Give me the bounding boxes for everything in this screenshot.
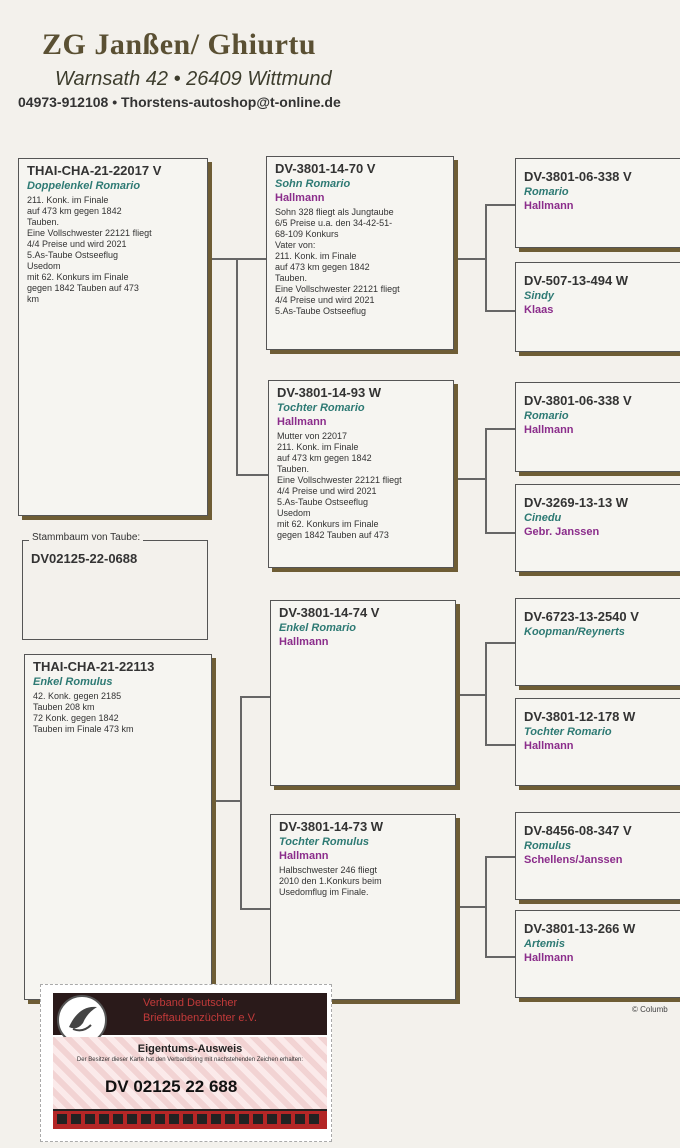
card-organization (143, 996, 257, 1026)
pedigree-box-fm (268, 380, 454, 568)
connector (236, 474, 268, 476)
pigeon-info: 211. Konk. im Finale auf 473 km gegen 1842 Tauben. Eine Vollschwester 22121 fliegt 4/4 Preise und wird 2021 5.As-Taube Ostseeflug Usedom mit 62. Konkurs im Finale gegen 1842 Tauben auf 473 km (27, 195, 152, 304)
ring-number: DV-3801-13-266 W (524, 921, 636, 936)
pedigree-box-g7 (515, 812, 680, 900)
pigeon-name: Enkel Romario (279, 622, 357, 634)
ring-number: DV-3801-14-73 W (279, 819, 384, 834)
ring-number: DV-6723-13-2540 V (524, 609, 639, 624)
ring-number: DV-3269-13-13 W (524, 495, 629, 510)
connector (485, 204, 515, 206)
connector (485, 956, 515, 958)
connector (236, 258, 268, 260)
connector (212, 800, 240, 802)
ring-number: DV-3801-14-70 V (275, 161, 376, 176)
pigeon-name: Romulus (524, 840, 572, 852)
copyright-note: © Columb (632, 1005, 668, 1014)
connector (240, 696, 242, 908)
connector (455, 258, 485, 260)
ring-number: DV-3801-06-338 V (524, 393, 632, 408)
card-strip-pattern (57, 1114, 323, 1124)
connector (485, 532, 515, 534)
connector (485, 642, 515, 644)
pedigree-box-g8 (515, 910, 680, 998)
connector (240, 696, 270, 698)
stammbaum-ring: DV02125-22-0688 (31, 551, 138, 566)
breeder-name: Hallmann (275, 192, 325, 204)
pigeon-name: Artemis (524, 938, 565, 950)
pigeon-name: Sohn Romario (275, 178, 351, 190)
pigeon-name: Sindy (524, 290, 554, 302)
breeder-name: Klaas (524, 304, 554, 316)
pedigree-box-mother (24, 654, 212, 1000)
pedigree-box-g2 (515, 262, 680, 352)
connector (485, 204, 487, 310)
pigeon-name: Romario (524, 186, 569, 198)
pedigree-box-g6 (515, 698, 680, 786)
card-text: Der Besitzer dieser Karte hat den Verbandsring mit nachstehenden Zeichen erhalten: (76, 1057, 304, 1063)
connector (485, 642, 487, 744)
pedigree-box-g4 (515, 484, 680, 572)
pigeon-name: Koopman/Reynerts (524, 626, 625, 638)
card-body (53, 1037, 327, 1129)
breeder-name: Schellens/Janssen (524, 854, 623, 866)
pigeon-name: Enkel Romulus (33, 676, 113, 688)
ring-number: THAI-CHA-21-22017 V (27, 163, 162, 178)
pigeon-name: Doppelenkel Romario (27, 180, 141, 192)
connector (485, 428, 487, 532)
connector (208, 258, 236, 260)
pigeon-name: Tochter Romario (277, 402, 365, 414)
ring-number: DV-3801-14-74 V (279, 605, 380, 620)
connector (455, 694, 485, 696)
breeder-name: Hallmann (279, 850, 329, 862)
breeder-contact: 04973-912108 • Thorstens-autoshop@t-online.de (18, 94, 341, 110)
pigeon-info: Sohn 328 fliegt als Jungtaube 6/5 Preise u.a. den 34-42-51- 68-109 Konkurs Vater von: 211. Konk. im Finale auf 473 km gegen 1842 Tauben. Eine Vollschwester 22121 fliegt 4/4 Preise und wird 2021 5.As-Taube Ostseeflug (275, 207, 400, 316)
stammbaum-label: Stammbaum von Taube: (29, 532, 143, 543)
breeder-title: ZG Janßen/ Ghiurtu (42, 28, 317, 61)
ring-number: DV-8456-08-347 V (524, 823, 632, 838)
breeder-name: Hallmann (277, 416, 327, 428)
pigeon-name: Tochter Romulus (279, 836, 370, 848)
pedigree-box-ff (266, 156, 454, 350)
pedigree-box-father (18, 158, 208, 516)
pigeon-name: Tochter Romario (524, 726, 612, 738)
card-header (53, 993, 327, 1035)
ownership-card (40, 984, 332, 1142)
card-org-line1: Verband Deutscher (143, 997, 238, 1009)
breeder-name: Hallmann (524, 952, 574, 964)
breeder-address: Warnsath 42 • 26409 Wittmund (55, 68, 332, 90)
ring-number: THAI-CHA-21-22113 (33, 659, 155, 674)
breeder-name: Hallmann (524, 740, 574, 752)
pedigree-box-mf (270, 600, 456, 786)
connector (485, 856, 515, 858)
ring-number: DV-507-13-494 W (524, 273, 629, 288)
pigeon-info: 42. Konk. gegen 2185 Tauben 208 km 72 Konk. gegen 1842 Tauben im Finale 473 km (33, 691, 134, 734)
connector (236, 258, 238, 474)
breeder-name: Hallmann (524, 200, 574, 212)
breeder-name: Hallmann (279, 636, 329, 648)
connector (485, 428, 515, 430)
pedigree-box-g3 (515, 382, 680, 472)
connector (240, 908, 270, 910)
pigeon-info: Mutter von 22017 211. Konk. im Finale auf 473 km gegen 1842 Tauben. Eine Vollschwester 22121 fliegt 4/4 Preise und wird 2021 5.As-Taube Ostseeflug Usedom mit 62. Konkurs im Finale gegen 1842 Tauben auf 473 (277, 431, 402, 540)
breeder-name: Gebr. Janssen (524, 526, 600, 538)
connector (485, 744, 515, 746)
card-ring-number: DV 02125 22 688 (105, 1077, 238, 1096)
pigeon-name: Romario (524, 410, 569, 422)
breeder-name: Hallmann (524, 424, 574, 436)
connector (455, 478, 485, 480)
pedigree-box-g1 (515, 158, 680, 248)
connector (455, 906, 485, 908)
card-strip (53, 1109, 327, 1129)
connector (485, 310, 515, 312)
ring-number: DV-3801-14-93 W (277, 385, 382, 400)
card-org-line2: Brieftaubenzüchter e.V. (143, 1012, 257, 1024)
pigeon-name: Cinedu (524, 512, 562, 524)
pedigree-box-g5 (515, 598, 680, 686)
card-heading: Eigentums-Ausweis (137, 1043, 243, 1055)
connector (485, 856, 487, 956)
pigeon-info: Halbschwester 246 fliegt 2010 den 1.Konkurs beim Usedomflug im Finale. (279, 865, 382, 897)
ring-number: DV-3801-12-178 W (524, 709, 636, 724)
ring-number: DV-3801-06-338 V (524, 169, 632, 184)
stammbaum-box (22, 532, 208, 640)
pedigree-box-mm (270, 814, 456, 1000)
